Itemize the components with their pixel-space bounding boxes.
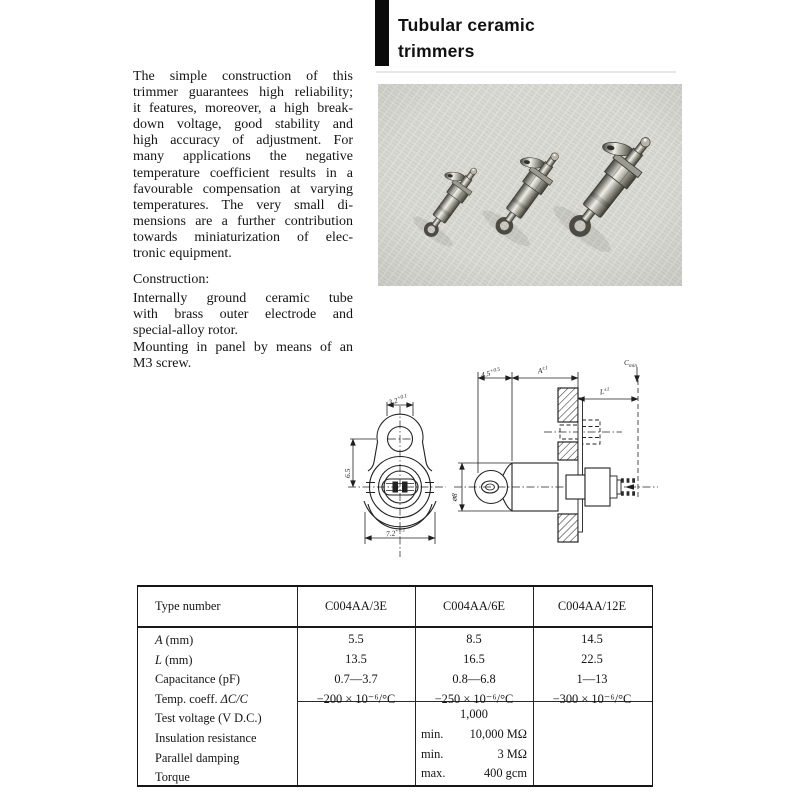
trimmers-photo-image	[378, 84, 682, 286]
dim-label-diameter: ⌀8	[449, 492, 460, 503]
header-divider	[138, 626, 652, 628]
value-test-voltage: 1,000	[460, 707, 488, 721]
value-cell: −200 × 10⁻⁶/°C	[316, 692, 396, 706]
dim-label-front-left: 6.5	[343, 468, 352, 478]
dim-label-front-top: $3.2^{+0.1}$	[387, 393, 408, 407]
value-torque: max. 400 gcm	[421, 766, 527, 781]
header-type-3e: C004AA/3E	[325, 599, 387, 613]
text-line: temperatures. The very small di-	[133, 197, 353, 213]
intro-paragraph	[133, 69, 353, 372]
row-label-temp-coeff: Temp. coeff. ΔC/C	[155, 691, 248, 706]
text-line: tronic equipment.	[133, 246, 232, 262]
row-label-capacitance: Capacitance (pF)	[155, 672, 240, 687]
text-line: special-alloy rotor.	[133, 323, 238, 339]
product-photo	[378, 84, 682, 286]
value-damping: min. 3 MΩ	[421, 746, 527, 761]
value-insulation: min. 10,000 MΩ	[421, 726, 527, 741]
page-title-line1: Tubular ceramic	[398, 15, 535, 35]
values-6e	[415, 629, 533, 709]
text-line: mensions are a further contribution	[133, 213, 353, 229]
text-line: temperature coefficient results in a	[133, 165, 353, 181]
value-cell: 0.8—6.8	[452, 672, 496, 686]
row-label-insulation: Insulation resistance	[155, 730, 257, 745]
common-values	[415, 705, 533, 784]
dim-label-l: $L^{\pm 1}$	[599, 386, 610, 397]
text-line: with brass outer electrode and	[133, 307, 353, 323]
page-title	[398, 12, 678, 64]
dim-label-front-bottom: $7.2^{+0.1}$	[385, 527, 406, 539]
dimension-drawing	[328, 352, 662, 580]
spec-table	[137, 585, 653, 787]
value-cell: 22.5	[581, 652, 603, 666]
row-label-a: A (mm)	[155, 633, 194, 647]
values-3e	[297, 629, 415, 709]
row-label-torque: Torque	[155, 770, 190, 785]
value-cell: 5.5	[348, 632, 364, 646]
text-line: Internally ground ceramic tube	[133, 291, 353, 307]
header-type-number: Type number	[155, 599, 221, 613]
text-line: favourable compensation at varying	[133, 181, 353, 197]
side-view	[454, 367, 658, 542]
values-12e	[533, 629, 651, 709]
row-label-test-voltage: Test voltage (V D.C.)	[155, 711, 262, 726]
value-cell: 8.5	[466, 632, 482, 646]
text-line: towards miniaturization of elec-	[133, 229, 353, 245]
title-accent-bar	[375, 0, 389, 66]
value-cell: 16.5	[463, 652, 485, 666]
header-type-6e: C004AA/6E	[443, 599, 505, 613]
scan-smudge	[376, 71, 676, 73]
technical-drawing	[328, 352, 662, 580]
row-label-damping: Parallel damping	[155, 750, 240, 765]
text-line: M3 screw.	[133, 355, 192, 371]
dim-label-cmin: $C_{min}$	[624, 358, 637, 369]
dim-label-eyelet: $4.5^{+0.5}$	[480, 366, 501, 380]
value-cell: −250 × 10⁻⁶/°C	[434, 692, 514, 706]
text-line: trimmer guarantees high reliability;	[133, 85, 353, 101]
value-cell: 0.7—3.7	[334, 672, 378, 686]
text-line: many applications the negative	[133, 149, 353, 165]
value-cell: 14.5	[581, 632, 603, 646]
text-line: it features, moreover, a high break-	[133, 101, 353, 117]
value-cell: −300 × 10⁻⁶/°C	[552, 692, 632, 706]
value-cell: 13.5	[345, 652, 367, 666]
value-cell: 1—13	[576, 672, 608, 686]
text-line: high accuracy of adjustment. For	[133, 133, 353, 149]
text-line: down voltage, good stability and	[133, 117, 353, 133]
text-line: The simple construction of this	[133, 69, 353, 84]
header-type-12e: C004AA/12E	[557, 599, 627, 613]
construction-heading: Construction:	[133, 272, 210, 288]
row-label-l: L (mm)	[155, 652, 193, 667]
dim-label-a: $A^{\pm 1}$	[537, 365, 549, 376]
row-labels	[155, 631, 262, 788]
page-title-line2: trimmers	[398, 41, 475, 61]
text-line: Mounting in panel by means of an	[133, 339, 353, 355]
